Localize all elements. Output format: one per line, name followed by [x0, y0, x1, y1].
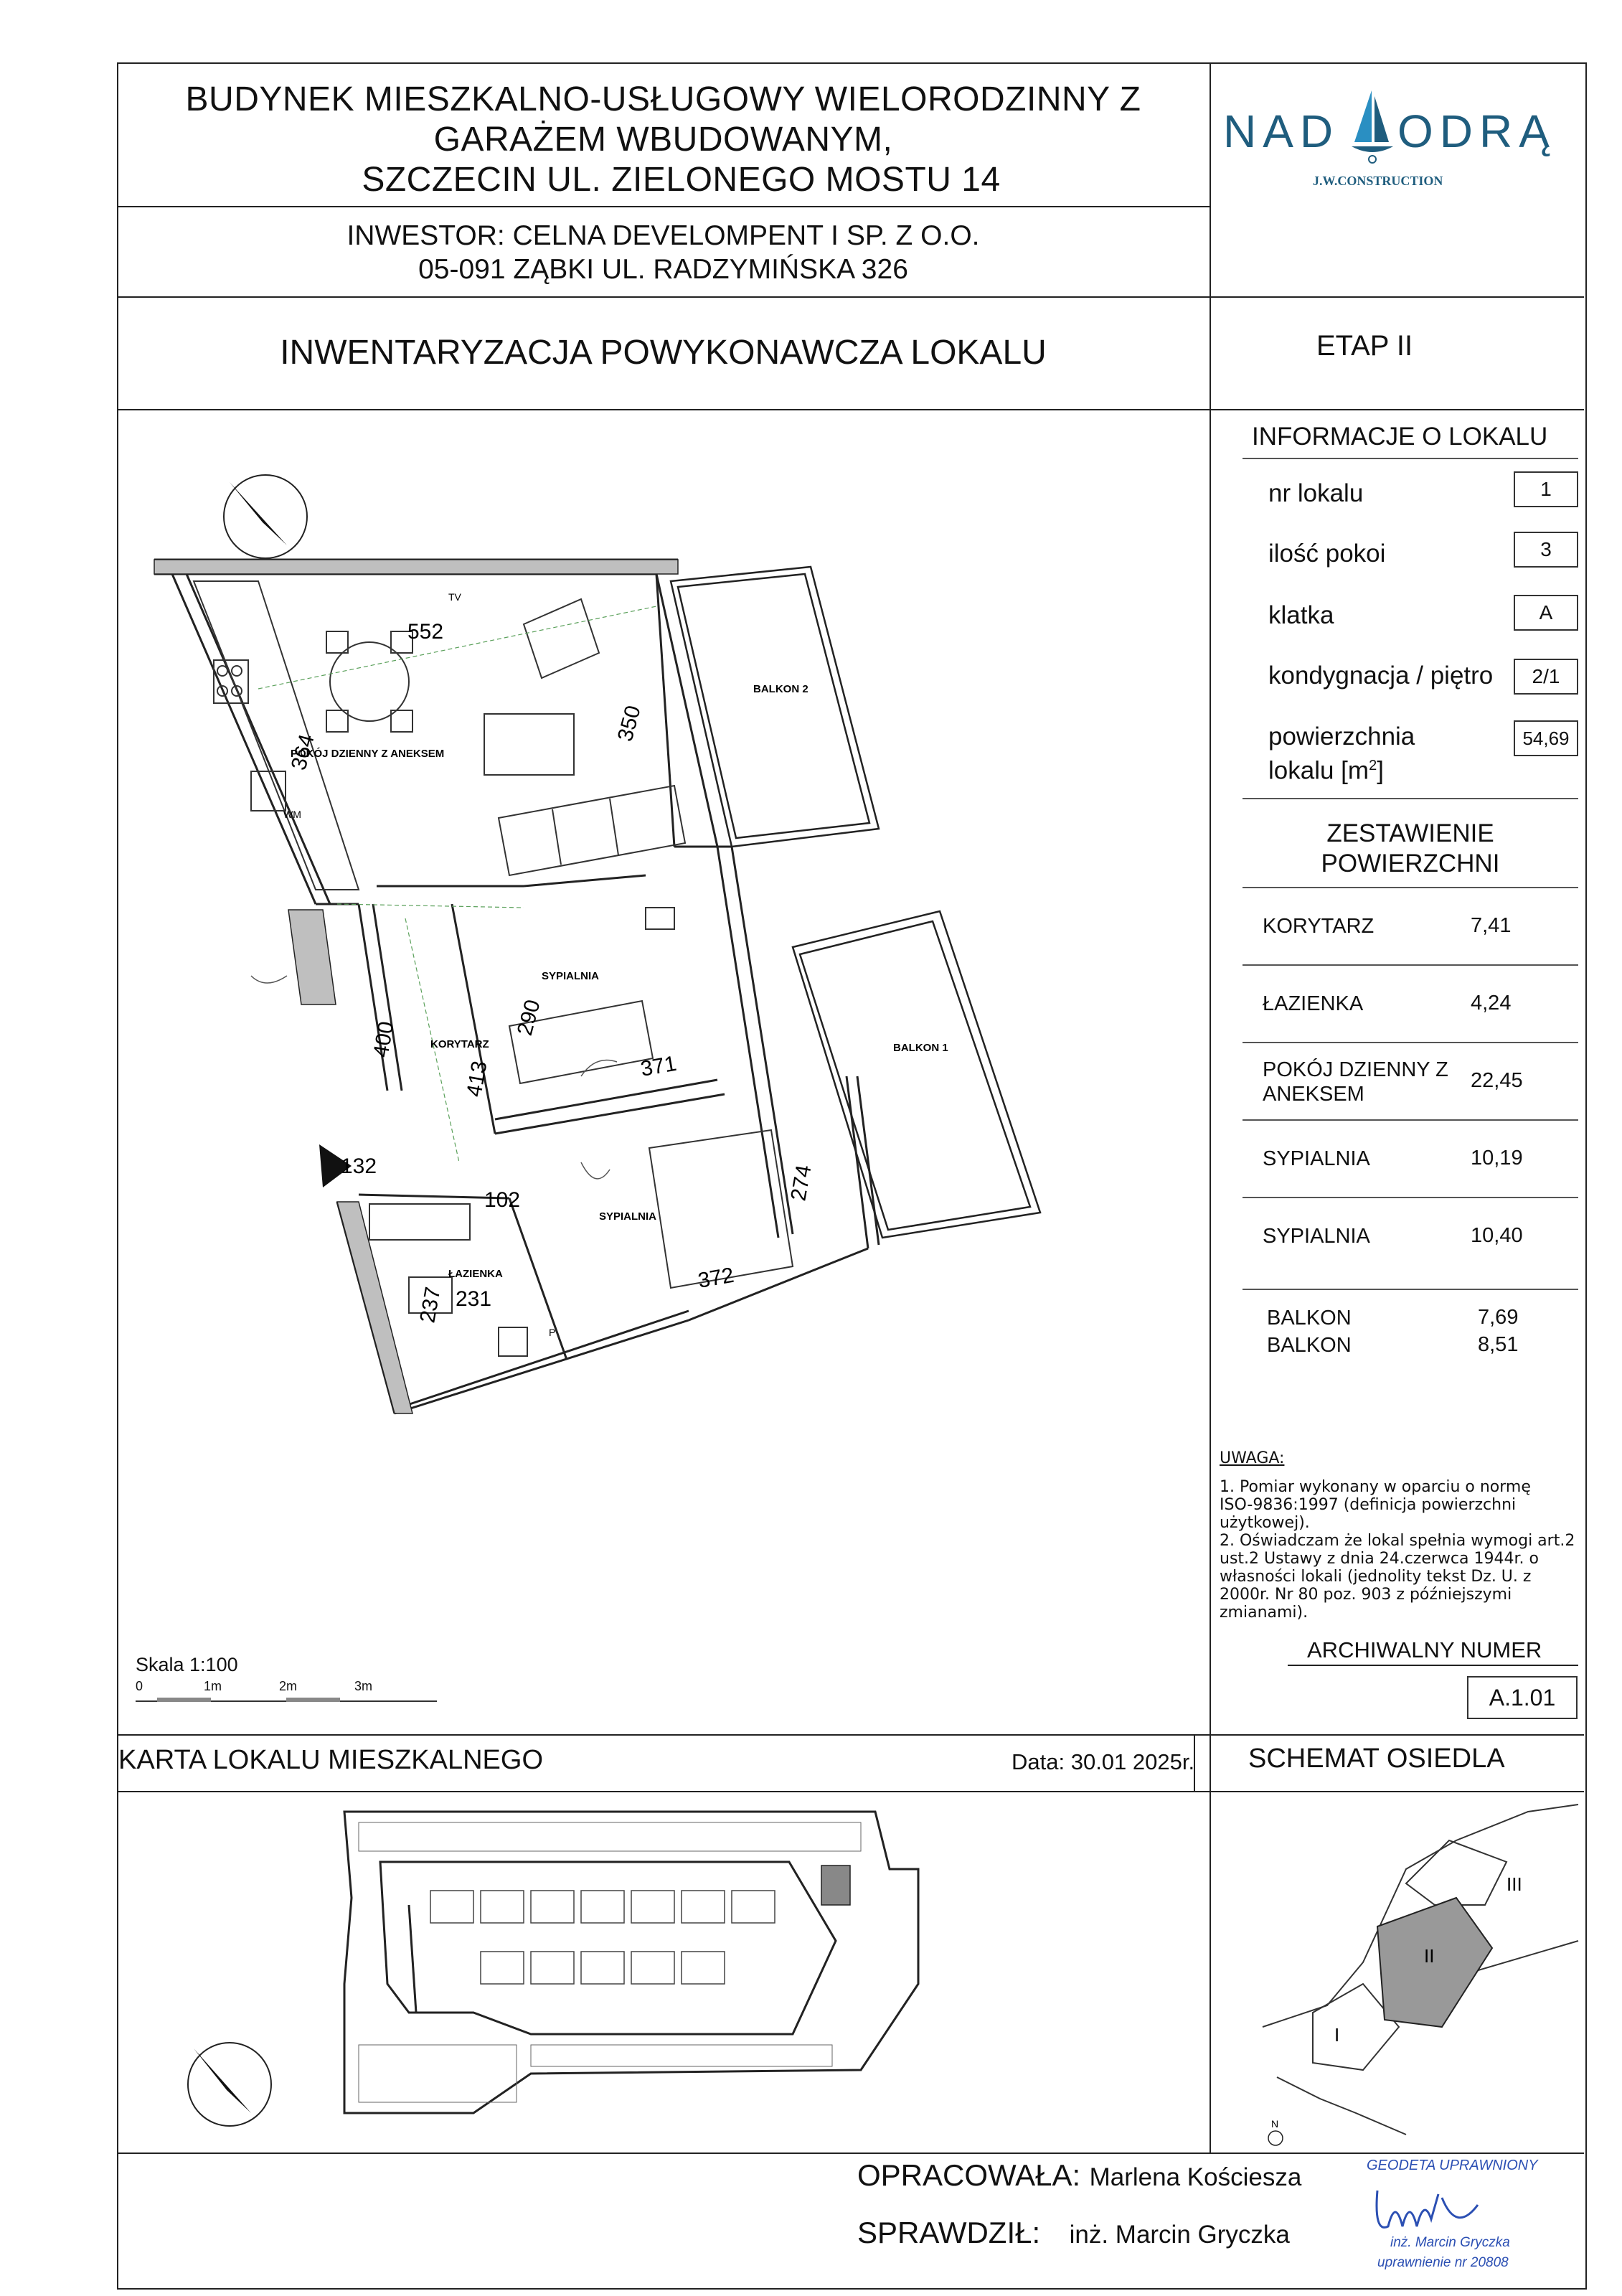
info-value-floor: 2/1	[1514, 659, 1578, 695]
area-value-bedroom-2: 10,40	[1471, 1224, 1523, 1247]
surveyor-stamp	[1363, 2156, 1571, 2282]
stage-label: ETAP II	[1316, 330, 1413, 362]
dim-274: 274	[786, 1163, 816, 1203]
scheme-label-III: III	[1507, 1873, 1522, 1895]
p-label: P	[549, 1327, 556, 1338]
area-name-bathroom: ŁAZIENKA	[1263, 992, 1364, 1015]
area-name-living: POKÓJ DZIENNY Z ANEKSEM	[1263, 1058, 1448, 1106]
dim-371: 371	[638, 1051, 679, 1081]
notes-body: 1. Pomiar wykonany w oparciu o normę ISO-9836:1997 (definicja powierzchni użytkowej). 2. Oświadczam że lokal spełnia wymogi art.2 ust.2 Ustawy z dnia 24.czerwca 1944r. o własności lokali (jednolity tekst Dz. U. z 2000r. Nr 80 poz. 903 z późniejszymi zmianami).	[1220, 1478, 1575, 1622]
building-line-3: SZCZECIN UL. ZIELONEGO MOSTU 14	[362, 161, 1001, 199]
stamp-line-2: inż. Marcin Gryczka	[1390, 2235, 1510, 2250]
info-underline	[1243, 458, 1578, 459]
info-label-rooms: ilość pokoi	[1268, 540, 1386, 568]
area-value-bathroom: 4,24	[1471, 992, 1512, 1015]
area-value-balcony-2: 8,51	[1478, 1333, 1519, 1356]
balcony-2-outline	[671, 567, 879, 847]
info-label-area	[1268, 723, 1415, 786]
room-label-corridor: KORYTARZ	[430, 1038, 489, 1050]
dim-413: 413	[462, 1059, 492, 1099]
area-value-corridor: 7,41	[1471, 914, 1512, 937]
prepared-by	[857, 2154, 1301, 2204]
stamp-line-3: uprawnienie nr 20808	[1377, 2255, 1509, 2270]
tv-label: TV	[448, 591, 461, 603]
room-label-living: POKÓJ DZIENNY Z ANEKSEM	[291, 748, 445, 760]
dim-552: 552	[407, 620, 444, 644]
area-name-bedroom-1: SYPIALNIA	[1263, 1147, 1370, 1170]
info-heading: INFORMACJE O LOKALU	[1252, 423, 1548, 451]
area-name-corridor: KORYTARZ	[1263, 915, 1375, 938]
balcony-1-outline	[793, 911, 1040, 1238]
footer-divider-2	[117, 1791, 1584, 1792]
areas-divider-4	[1243, 1197, 1578, 1198]
logo-text-left: NAD	[1223, 105, 1340, 157]
area-name-balcony-2: BALKON	[1267, 1334, 1352, 1357]
dim-400: 400	[369, 1020, 399, 1060]
building-line-1: BUDYNEK MIESZKALNO-USŁUGOWY WIELORODZINNY Z	[185, 80, 1141, 118]
north-arrow-icon	[224, 475, 307, 558]
floor-plan	[122, 445, 1198, 1449]
footer-divider-top	[117, 1734, 1584, 1736]
prepared-label: OPRACOWAŁA:	[857, 2158, 1081, 2192]
logo-text-right: ODRĄ	[1397, 105, 1556, 157]
archive-label: ARCHIWALNY NUMER	[1307, 1637, 1542, 1662]
checked-label: SPRAWDZIŁ:	[857, 2216, 1041, 2249]
dim-364: 364	[286, 731, 319, 773]
signature-icon	[1370, 2176, 1514, 2241]
card-title: KARTA LOKALU MIESZKALNEGO	[118, 1745, 544, 1775]
areas-divider-2	[1243, 1042, 1578, 1043]
dim-372: 372	[696, 1263, 736, 1293]
areas-divider-3	[1243, 1119, 1578, 1121]
checked-name: inż. Marcin Gryczka	[1069, 2221, 1290, 2249]
building-line-2: GARAŻEM WBUDOWANYM,	[433, 121, 893, 159]
sofa-icon	[484, 599, 685, 875]
checked-by	[857, 2211, 1290, 2262]
footer-col-divider-2	[1210, 1791, 1211, 2153]
info-value-staircase: A	[1514, 595, 1578, 631]
areas-heading	[1243, 819, 1578, 879]
area-value-bedroom-1: 10,19	[1471, 1147, 1523, 1170]
dim-237: 237	[415, 1285, 445, 1325]
prepared-name: Marlena Kościesza	[1089, 2163, 1302, 2191]
areas-divider-1	[1243, 964, 1578, 966]
dim-350: 350	[613, 702, 646, 744]
wm-label: WM	[283, 809, 301, 820]
dim-231: 231	[456, 1287, 492, 1311]
area-name-bedroom-2: SYPIALNIA	[1263, 1225, 1370, 1248]
scale-label: Skala 1:100	[136, 1654, 238, 1675]
investor-line-2: 05-091 ZĄBKI UL. RADZYMIŃSKA 326	[418, 254, 908, 285]
info-value-area: 54,69	[1514, 720, 1578, 756]
areas-heading-line2: POWIERZCHNI	[1321, 850, 1500, 878]
header-divider-3	[117, 409, 1584, 410]
scheme-north-label: N	[1271, 2118, 1279, 2130]
info-label-area-line2: lokalu $[m^2]$	[1268, 756, 1384, 785]
company-logo	[1220, 86, 1578, 201]
header-divider-2	[117, 296, 1584, 298]
building-schematic	[172, 1797, 1191, 2149]
notes-heading: UWAGA:	[1220, 1449, 1285, 1467]
sailboat-icon	[1347, 86, 1397, 165]
building-title	[117, 80, 1210, 200]
footer-divider-3	[117, 2152, 1584, 2154]
area-name-balcony-1: BALKON	[1267, 1307, 1352, 1330]
scheme-label-I: I	[1334, 2024, 1340, 2046]
info-value-unit-number: 1	[1514, 471, 1578, 507]
room-label-bedroom-1: SYPIALNIA	[542, 970, 600, 982]
dim-102: 102	[484, 1188, 521, 1212]
scheme-title: SCHEMAT OSIEDLA	[1248, 1744, 1505, 1774]
info-value-rooms: 3	[1514, 532, 1578, 568]
room-label-bedroom-2: SYPIALNIA	[599, 1210, 657, 1223]
dim-290: 290	[512, 997, 545, 1038]
areas-heading-line1: ZESTAWIENIE	[1326, 819, 1494, 847]
bathtub-icon	[369, 1204, 527, 1356]
document-title: INWENTARYZACJA POWYKONAWCZA LOKALU	[280, 334, 1047, 372]
info-label-area-line1: powierzchnia	[1268, 723, 1415, 751]
area-value-balcony-1: 7,69	[1478, 1306, 1519, 1329]
right-column-divider	[1210, 62, 1211, 1795]
dim-132: 132	[341, 1154, 377, 1178]
scale-bar: 0 1m 2m 3m	[136, 1679, 451, 1722]
info-divider	[1243, 798, 1578, 799]
areas-divider-5	[1243, 1289, 1578, 1290]
logo-subtitle: J.W.CONSTRUCTION	[1313, 174, 1443, 188]
scheme-compass-icon	[1268, 2131, 1283, 2145]
room-label-balcony-1: BALKON 1	[893, 1042, 948, 1054]
area-value-living: 22,45	[1471, 1069, 1523, 1092]
info-label-floor: kondygnacja / piętro	[1268, 662, 1494, 690]
site-scheme	[1220, 1797, 1582, 2149]
dining-table-icon	[326, 631, 412, 732]
room-label-balcony-2: BALKON 2	[753, 683, 808, 695]
room-label-bathroom: ŁAZIENKA	[448, 1268, 503, 1280]
bed-icon	[509, 1001, 793, 1288]
info-label-staircase: klatka	[1268, 601, 1334, 629]
stamp-line-1: GEODETA UPRAWNIONY	[1367, 2158, 1538, 2173]
archive-underline	[1288, 1665, 1578, 1666]
areas-divider-0	[1243, 887, 1578, 888]
investor-line-1: INWESTOR: CELNA DEVELOMPENT I SP. Z O.O.	[346, 220, 980, 251]
schematic-north-arrow-icon	[188, 2043, 271, 2126]
investor-info	[117, 219, 1210, 286]
archive-value: A.1.01	[1467, 1676, 1578, 1719]
scheme-label-II: II	[1424, 1945, 1435, 1967]
card-date: Data: 30.01 2025r.	[1012, 1749, 1195, 1774]
header-divider-1	[117, 206, 1210, 207]
info-label-unit-number: nr lokalu	[1268, 479, 1364, 507]
